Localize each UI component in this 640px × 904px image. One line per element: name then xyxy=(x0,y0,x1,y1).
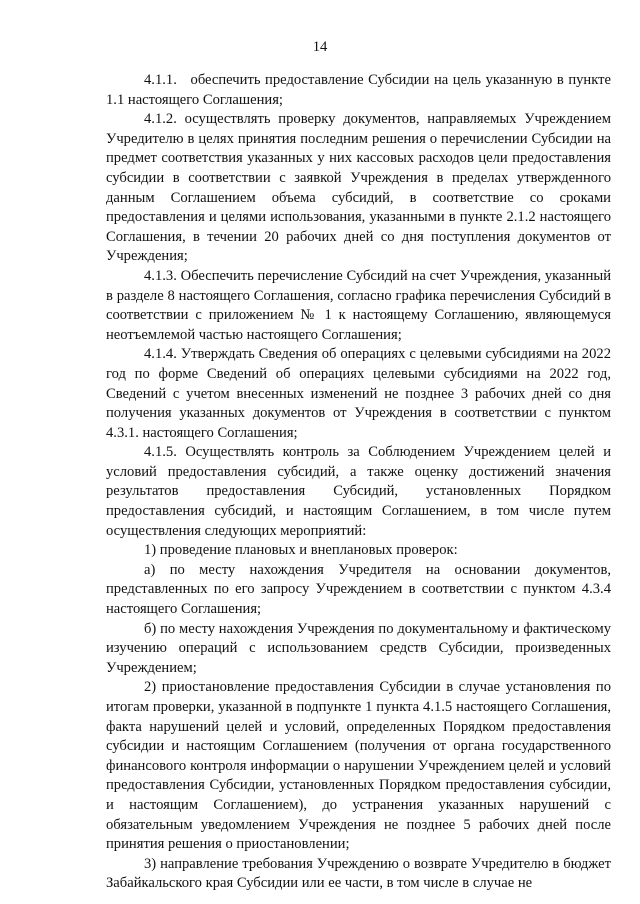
paragraph-4-1-5: 4.1.5. Осуществлять контроль за Соблюдением Учреждением целей и условий предоставления субсидий, а также оценку достижений значения результатов предоставления Субсидий, установленных Порядком предоставления субсидий, и настоящим Соглашением, в том числе путем осуществления следующих мероприятий: xyxy=(106,444,611,539)
paragraph-4-1-4: 4.1.4. Утверждать Сведения об операциях с целевыми субсидиями на 2022 год по форме Сведений об операциях целевыми субсидиями на 2022 год, Сведений с учетом внесенных изменений не позднее 3 рабочих дней со дня получения указанных документов от Учреждения в соответствии с пунктом 4.3.1. настоящего Соглашения; xyxy=(106,346,611,441)
paragraph-4-1-3: 4.1.3. Обеспечить перечисление Субсидий на счет Учреждения, указанный в разделе 8 настоящего Соглашения, согласно графика перечисления Субсидий в соответствии с приложением № 1 к настоящему Соглашению, являющемуся неотъемлемой частью настоящего Соглашения; xyxy=(106,267,611,343)
paragraph-item-b: б) по месту нахождения Учреждения по документальному и фактическому изучению операций с использованием средств Субсидии, произведенных Учреждением; xyxy=(106,620,611,676)
document-body xyxy=(106,71,611,894)
page-number: 14 xyxy=(312,39,328,55)
paragraph-item-1: 1) проведение плановых и внеплановых проверок: xyxy=(144,542,458,559)
paragraph-item-3: 3) направление требования Учреждению о возврате Учредителю в бюджет Забайкальского края Субсидии или ее части, в том числе в случае не xyxy=(106,855,611,892)
paragraph-4-1-2: 4.1.2. осуществлять проверку документов, направляемых Учреждением Учредителю в целях принятия последним решения о перечислении Субсидии на предмет соответствия указанных у них кассовых расходов цели предоставления субсидии в соответствии с заявкой Учреждения в пределах утвержденного данным Соглашением объема субсидий, в соответствие со сроками предоставления и целями использования, указанными в пункте 2.1.2 настоящего Соглашения, в течении 20 рабочих дней со дня поступления документов от Учреждения; xyxy=(106,111,611,265)
paragraph-4-1-1: 4.1.1. обеспечить предоставление Субсидии на цель указанную в пункте 1.1 настоящего Соглашения; xyxy=(106,72,611,108)
paragraph-item-a: а) по месту нахождения Учредителя на основании документов, представленных по его запросу Учреждением в соответствии с пунктом 4.3.4 настоящего Соглашения; xyxy=(106,561,611,618)
paragraph-item-2: 2) приостановление предоставления Субсидии в случае установления по итогам проверки, указанной в подпункте 1 пункта 4.1.5 настоящего Соглашения, факта нарушений целей и условий, определенных Порядком предоставления субсидии и настоящим Соглашением (получения от органа государственного финансового контроля информации о нарушении Учреждением целей и условий предоставления Субсидии, установленных Порядком предоставления субсидии, и настоящим Соглашением), до устранения указанных нарушений с обязательным уведомлением Учреждения не позднее 5 рабочих дней после принятия решения о приостановлении; xyxy=(106,679,611,853)
